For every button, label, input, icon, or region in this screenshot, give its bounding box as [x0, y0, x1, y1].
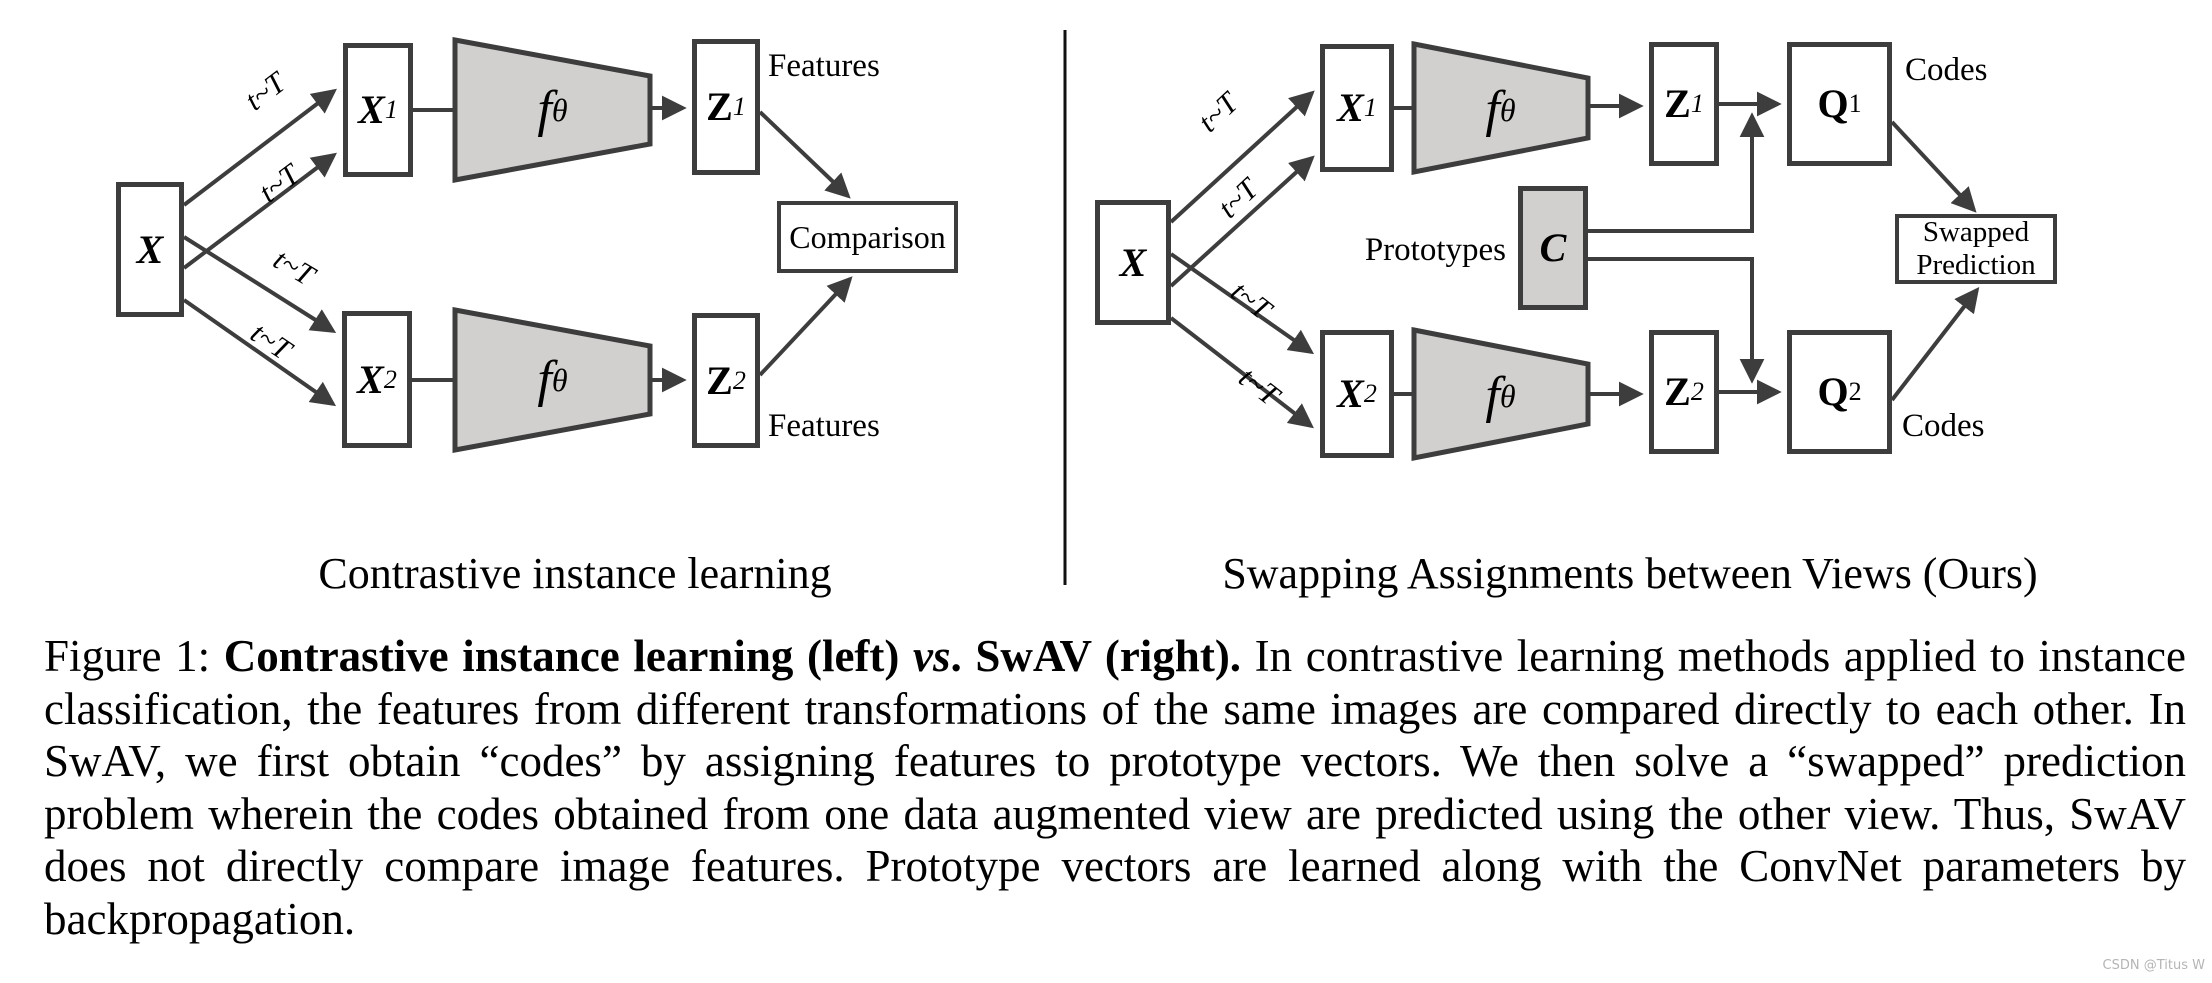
transform-label-1-right: t~T — [1191, 86, 1245, 139]
node-x1-right — [1320, 44, 1394, 172]
node-q2-sub: 2 — [1848, 377, 1862, 406]
node-z2-right-label: Z — [1664, 369, 1691, 414]
node-x2-left-sub: 2 — [383, 364, 397, 394]
node-x1-left-sub: 1 — [384, 95, 398, 124]
transform-label-3-left: t~T — [267, 242, 321, 293]
node-z1-left-label: Z — [706, 84, 733, 129]
node-q1-sub: 1 — [1848, 89, 1862, 118]
node-q1-label: Q — [1817, 81, 1849, 126]
transform-label-2-right: t~T — [1211, 172, 1265, 225]
swapped-prediction-line1: Swapped — [1922, 215, 2030, 248]
features-label-bottom: Features — [768, 408, 880, 444]
node-x1-right-sub: 1 — [1363, 93, 1377, 122]
figure-caption-bold-lead: Contrastive instance learning (left) — [223, 631, 913, 681]
encoder-label-top-right — [1448, 80, 1553, 140]
arrow-z2-to-comparison — [760, 279, 850, 375]
prototypes-c-label: C — [1539, 225, 1567, 270]
transform-label-1-left: t~T — [238, 66, 292, 118]
features-label-top: Features — [768, 48, 880, 84]
figure-caption-body: In contrastive learning methods applied to instance classification, the features from different transformations of the same images are compared directly to each other. In SwAV, we first obtain “codes” by assigning features to prototype vectors. We then solve a “swapped” prediction problem wherein the codes obtained from one data augmented view are predicted using the other view. Thus, SwAV does not directly compare image features. Prototype vectors are learned along with the ConvNet parameters by backpropagation. — [44, 631, 2186, 944]
node-z2-left-label: Z — [706, 357, 733, 403]
node-q1 — [1787, 42, 1892, 166]
encoder-theta-sub: θ — [1499, 92, 1516, 128]
codes-label-top: Codes — [1905, 52, 1988, 88]
arrow-x-to-x2-b-right — [1171, 318, 1311, 426]
swapped-prediction-line2: Prediction — [1916, 249, 2036, 281]
prototypes-label: Prototypes — [1364, 232, 1506, 268]
encoder-label-top-left — [500, 80, 605, 140]
node-q2 — [1787, 330, 1892, 454]
arrow-q1-to-swapped — [1892, 122, 1974, 210]
node-x2-left — [342, 311, 412, 448]
encoder-f-label: f — [537, 81, 552, 138]
node-x-left-label: X — [136, 226, 164, 272]
node-x1-left — [343, 43, 413, 177]
node-x2-right-sub: 2 — [1363, 379, 1377, 408]
encoder-theta-sub: θ — [551, 92, 568, 128]
encoder-theta-sub: θ — [551, 362, 568, 398]
node-z1-right-label: Z — [1664, 81, 1691, 126]
node-z1-left-sub: 1 — [732, 92, 746, 121]
arrow-q2-to-swapped — [1892, 290, 1977, 400]
node-x-left — [116, 182, 184, 317]
encoder-f-label: f — [1485, 81, 1500, 138]
node-z1-left — [692, 39, 760, 175]
transform-label-2-left: t~T — [252, 158, 306, 210]
node-x2-right — [1320, 330, 1394, 458]
node-x1-right-label: X — [1337, 85, 1364, 130]
figure-caption-vs: vs — [912, 631, 951, 681]
node-q2-label: Q — [1817, 369, 1849, 414]
encoder-label-bottom-left — [500, 350, 605, 410]
right-panel-caption: Swapping Assignments between Views (Ours) — [1222, 549, 2038, 598]
node-z2-left-sub: 2 — [732, 365, 746, 395]
encoder-label-bottom-right — [1448, 366, 1553, 426]
transform-label-4-left: t~T — [244, 316, 298, 367]
watermark: CSDN @Titus W — [2102, 958, 2205, 973]
node-x-right — [1095, 200, 1171, 325]
prototypes-c-box — [1518, 186, 1588, 310]
codes-label-bottom: Codes — [1902, 408, 1985, 444]
left-panel-caption: Contrastive instance learning — [318, 549, 832, 598]
figure-caption-bold-tail: . SwAV (right). — [950, 631, 1242, 681]
transform-label-4-right: t~T — [1232, 360, 1286, 413]
node-z2-right — [1649, 330, 1719, 454]
node-x2-left-label: X — [357, 356, 384, 402]
comparison-label: Comparison — [789, 218, 946, 255]
comparison-box — [777, 201, 958, 273]
node-x-right-label: X — [1119, 239, 1147, 285]
encoder-f-label: f — [537, 351, 552, 408]
node-z2-right-sub: 2 — [1690, 377, 1704, 406]
node-z1-right-sub: 1 — [1690, 89, 1704, 118]
arrow-z1-to-comparison — [760, 112, 848, 196]
encoder-f-label: f — [1485, 367, 1500, 424]
figure-caption-prefix: Figure 1: — [44, 631, 224, 681]
node-x1-left-label: X — [358, 87, 385, 132]
encoder-theta-sub: θ — [1499, 378, 1516, 414]
node-z2-left — [692, 313, 760, 448]
node-z1-right — [1649, 42, 1719, 166]
swapped-prediction-box — [1895, 214, 2057, 284]
transform-label-3-right: t~T — [1224, 274, 1278, 327]
node-x2-right-label: X — [1337, 371, 1364, 416]
figure-caption — [44, 630, 2186, 945]
